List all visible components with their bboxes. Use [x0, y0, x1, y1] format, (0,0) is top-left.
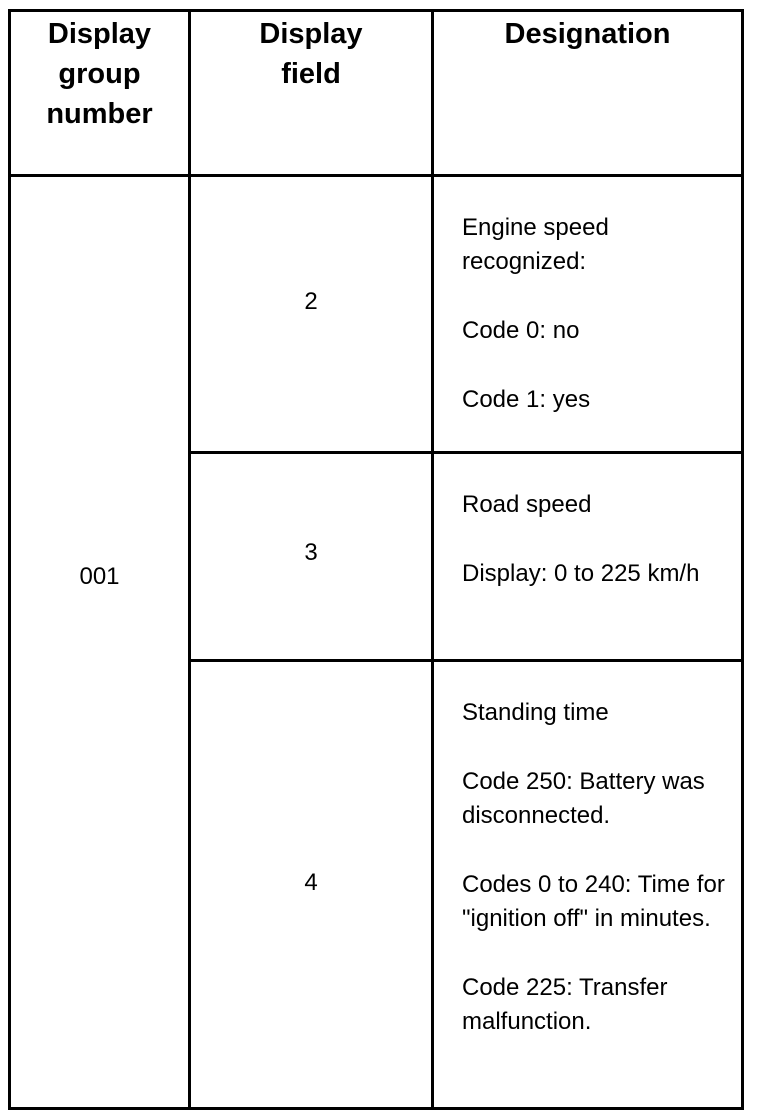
field-cell [191, 662, 431, 1107]
field-number: 3 [304, 538, 318, 566]
designation-text: Road speed [462, 491, 592, 518]
designation-text: Standing time [462, 699, 609, 726]
header-display-field [191, 14, 431, 174]
header-line: Designation [504, 18, 671, 50]
designation-text: Code 225: Transfer malfunction. [462, 974, 668, 1035]
header-display-group-number [11, 14, 188, 174]
designation-cell [434, 488, 741, 591]
header-line: number [46, 98, 153, 130]
designation-text: Code 0: no [462, 317, 580, 344]
designation-text: Display: 0 to 225 km/h [462, 560, 700, 587]
header-line: Display [259, 18, 363, 50]
designation-cell [434, 211, 741, 417]
designation-cell [434, 696, 741, 1039]
field-number: 4 [304, 868, 318, 896]
group-number-cell [11, 177, 188, 977]
field-number: 2 [304, 288, 318, 315]
field-cell [191, 177, 431, 451]
header-designation [434, 14, 741, 174]
designation-text: Codes 0 to 240: Time for "ignition off" in minutes. [462, 871, 725, 932]
designation-text: Code 1: yes [462, 386, 591, 413]
designation-text: Engine speed recognized: [462, 214, 609, 275]
display-group-table [8, 9, 744, 1110]
group-number: 001 [79, 563, 120, 590]
header-line: field [281, 58, 341, 90]
designation-text: Code 250: Battery was disconnected. [462, 768, 705, 829]
header-line: group [58, 58, 141, 90]
header-line: Display [47, 18, 152, 50]
field-cell [191, 454, 431, 659]
